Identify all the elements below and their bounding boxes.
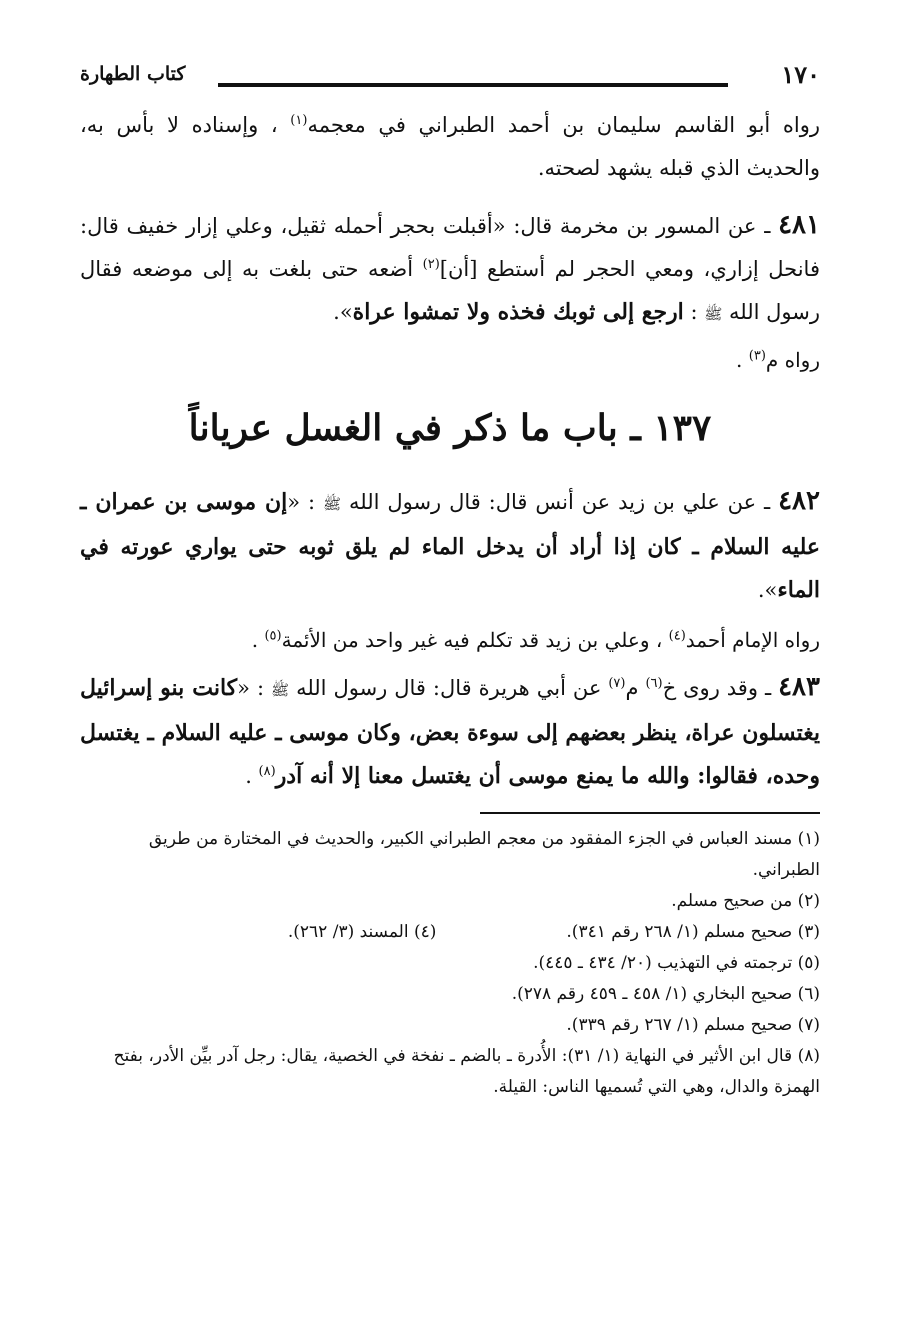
hadith-text: ـ وقد روى خ	[662, 676, 779, 700]
hadith-text: : «	[237, 676, 271, 700]
footnote-ref-3: (٣)	[748, 348, 766, 364]
chapter-title: ١٣٧ ـ باب ما ذكر في الغسل عرياناً	[188, 407, 712, 449]
intro-paragraph	[80, 104, 820, 190]
narration-482	[80, 620, 820, 660]
hadith-text: ـ عن علي بن زيد عن أنس قال: قال رسول الله	[341, 490, 779, 514]
footnote-4: (٤) المسند (٣/ ٢٦٢).	[287, 922, 437, 942]
salutation-glyph: ﷺ	[270, 681, 290, 699]
footnote-7: (٧) صحيح مسلم (١/ ٢٦٧ رقم ٣٣٩).	[566, 1015, 820, 1035]
footnote-ref-1: (١)	[290, 113, 308, 128]
intro-text: ، وإسناده لا بأس به، والحديث الذي قبله يشهد لصحته.	[80, 113, 820, 180]
narration-text: .	[736, 348, 749, 372]
footnote-row	[80, 917, 820, 948]
footnote-ref-5: (٥)	[264, 628, 282, 644]
footnote-1: (١) مسند العباس في الجزء المفقود من معجم الطبراني الكبير، والحديث في المختارة من طريق الطبراني.	[148, 829, 820, 880]
hadith-text: ».	[333, 300, 353, 324]
hadith-text: أضعه حتى بلغت به إلى موضعه فقال رسول الله	[80, 257, 820, 324]
intro-text: رواه أبو القاسم سليمان بن أحمد الطبراني في معجمه	[307, 113, 820, 137]
footnote-6: (٦) صحيح البخاري (١/ ٤٥٨ ـ ٤٥٩ رقم ٢٧٨).	[511, 984, 820, 1004]
hadith-number: ٤٨٣	[778, 672, 820, 702]
footnote-ref-4: (٤)	[668, 628, 686, 644]
hadith-matn: إن موسى بن عمران ـ عليه السلام ـ كان إذا أراد أن يدخل الماء لم يلق ثوبه حتى يواري عورته في الماء	[80, 489, 820, 603]
page-number: ١٧٠	[781, 60, 820, 89]
narration-text: .	[251, 628, 265, 652]
footnote-separator	[480, 812, 820, 814]
hadith-text: : «	[287, 490, 323, 514]
hadith-text: :	[683, 300, 705, 324]
salutation-glyph: ﷺ	[323, 495, 342, 513]
page	[80, 60, 820, 1103]
hadith-482	[80, 480, 820, 612]
hadith-number: ٤٨١	[778, 210, 820, 240]
hadith-text: ـ عن المسور بن مخرمة قال: «أقبلت بحجر أحمله ثقيل، وعلي إزار خفيف قال: فانحل إزاري، ومعي الحجر لم أستطع [أن]	[80, 214, 820, 281]
narration-481	[80, 340, 820, 380]
salutation-glyph: ﷺ	[704, 305, 723, 323]
page-header	[80, 60, 820, 100]
hadith-text: ».	[757, 578, 778, 602]
narration-text: ، وعلي بن زيد قد تكلم فيه غير واحد من الأئمة	[281, 628, 669, 652]
footnote-ref-7: (٧)	[608, 676, 626, 691]
hadith-481	[80, 204, 820, 336]
footnote-2: (٢) من صحيح مسلم.	[671, 891, 820, 911]
book-title: كتاب الطهارة	[80, 63, 186, 85]
narration-text: رواه الإمام أحمد	[685, 628, 820, 652]
hadith-matn: كانت بنو إسرائيل يغتسلون عراة، ينظر بعضهم إلى سوءة بعض، وكان موسى ـ عليه السلام ـ يغتسل وحده، فقالوا: والله ما يمنع موسى أن يغتسل معنا إلا أنه آدر	[80, 675, 820, 789]
hadith-text: .	[245, 764, 259, 788]
hadith-483	[80, 666, 820, 798]
footnote-8: (٨) قال ابن الأثير في النهاية (١/ ٣١): الأُدرة ـ بالضم ـ نفخة في الخصية، يقال: رجل آدر بيِّن الأدر، بفتح الهمزة والدال، وهي التي تُسميها الناس: القيلة.	[113, 1046, 820, 1097]
footnote-5: (٥) ترجمته في التهذيب (٢٠/ ٤٣٤ ـ ٤٤٥).	[533, 953, 820, 973]
footnote-ref-6: (٦)	[645, 676, 663, 691]
footnote-ref-8: (٨)	[258, 764, 276, 779]
narration-text: رواه م	[765, 348, 820, 372]
hadith-number: ٤٨٢	[778, 486, 820, 516]
hadith-text: م	[625, 676, 646, 700]
header-rule	[218, 83, 728, 87]
footnote-ref-2: (٢)	[422, 257, 440, 272]
hadith-text: عن أبي هريرة قال: قال رسول الله	[289, 676, 609, 700]
hadith-matn: ارجع إلى ثوبك فخذه ولا تمشوا عراة	[352, 299, 684, 325]
footnotes	[80, 824, 820, 1103]
footnote-3: (٣) صحيح مسلم (١/ ٢٦٨ رقم ٣٤١).	[566, 922, 820, 942]
